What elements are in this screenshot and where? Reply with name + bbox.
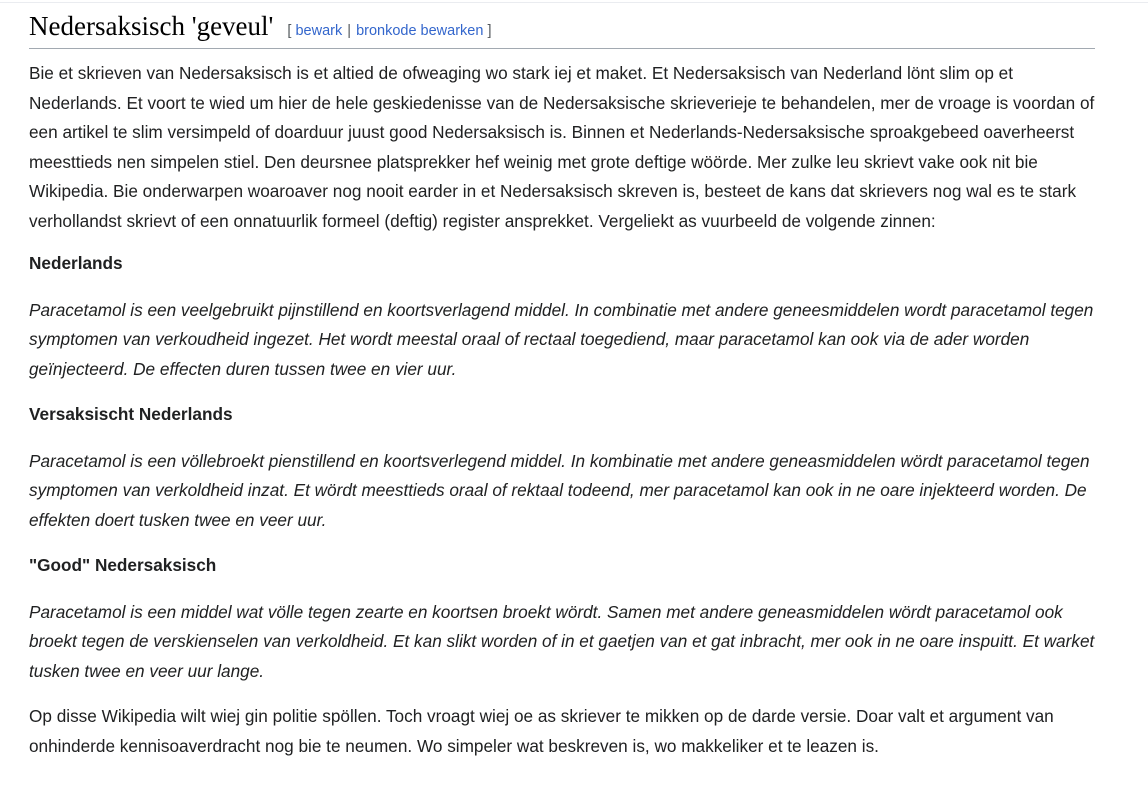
article-content	[29, 10, 1095, 774]
edit-close-bracket: ]	[487, 23, 492, 39]
example-text-saxonized-dutch: Paracetamol is een völlebroekt pienstillend en koortsverlegend middel. In kombinatie met andere geneasmiddelen wördt paracetamol tegen symptomen van verkoldheid inzat. Et wördt meesttieds oraal of rektaal todeend, mer paracetamol kan ook in ne oare injekteerd worden. De effekten doert tusken twee en veer uur.	[29, 450, 1090, 530]
edit-section-links	[287, 23, 491, 39]
closing-paragraph: Op disse Wikipedia wilt wiej gin politie spöllen. Toch vroagt wiej oe as skriever te mikken op de darde versie. Doar valt et argument van onhinderde kennisoaverdracht nog bie te neumen. Wo simpeler wat beskreven is, wo makkeliker et te leazen is.	[29, 706, 1054, 756]
example-text-dutch: Paracetamol is een veelgebruikt pijnstillend en koortsverlagend middel. In combinatie met andere geneesmiddelen wordt paracetamol tegen symptomen van verkoudheid ingezet. Het wordt meestal oraal of rectaal toegediend, maar paracetamol kan ook via de ader worden geïnjecteerd. De effecten duren tussen twee en vier uur.	[29, 299, 1094, 379]
example-label-saxonized-dutch: Versaksischt Nederlands	[29, 404, 233, 424]
example-label-good-low-saxon: "Good" Nedersaksisch	[29, 555, 217, 575]
intro-paragraph: Bie et skrieven van Nedersaksisch is et altied de ofweaging wo stark iej et maket. Et Nedersaksisch van Nederland lönt slim op et Nederlands. Et voort te wied um hier de hele geskiedenisse van de Nedersaksische skrieverieje te behandelen, mer de vroage is voordan of een artikel te slim versimpeld of doarduur juust good Nedersaksisch is. Binnen et Nederlands-Nedersaksische sproakgebeed oaverheerst meesttieds nen simpelen stiel. Den deursnee platsprekker hef weinig met grote deftige wöörde. Mer zulke leu skrievt vake ook nit bie Wikipedia. Bie onderwarpen woaroaver nog nooit earder in et Nedersaksisch skreven is, besteet de kans dat skrievers nog wal es te stark verhollandst skrievt of een onnatuurlik formeel (deftig) register ansprekket. Vergeliekt as vuurbeeld de volgende zinnen:	[29, 63, 1095, 231]
edit-open-bracket: [	[287, 23, 292, 39]
edit-link[interactable]: bewark	[295, 23, 343, 39]
section-title: Nedersaksisch 'geveul'	[29, 11, 274, 41]
example-label-dutch: Nederlands	[29, 253, 123, 273]
section-heading	[29, 10, 1095, 49]
top-divider	[0, 2, 1148, 3]
edit-separator: |	[347, 23, 352, 39]
edit-source-link[interactable]: bronkode bewarken	[356, 23, 484, 39]
example-text-good-low-saxon: Paracetamol is een middel wat völle tegen zearte en koortsen broekt wördt. Samen met andere geneasmiddelen wördt paracetamol ook broekt tegen de verskienselen van verkoldheid. Et kan slikt worden of in et gaetjen van et gat inbracht, mer ook in ne oare inspuitt. Et warket tusken twee en veer uur lange.	[29, 601, 1095, 681]
